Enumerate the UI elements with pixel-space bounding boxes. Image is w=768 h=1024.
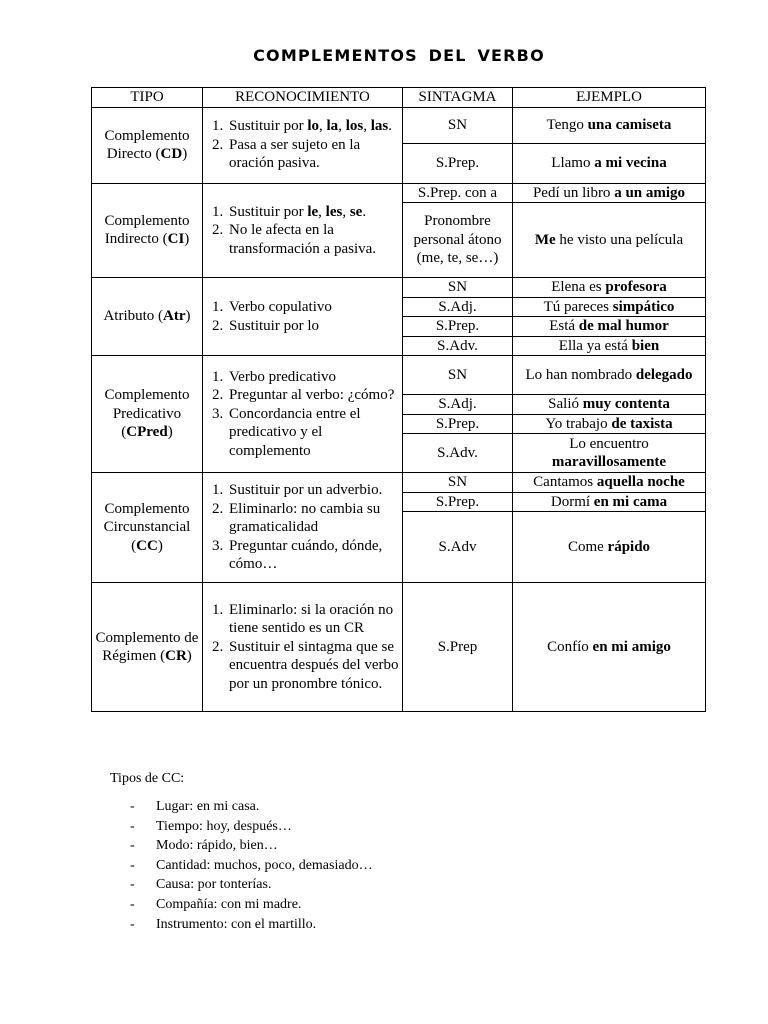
tipo-close: ) <box>157 537 163 554</box>
reconocimiento-list <box>205 368 400 461</box>
text-run: Lo encuentro <box>569 435 649 452</box>
text-run: Tengo <box>546 116 588 133</box>
tipo-cell <box>92 107 203 183</box>
tipo-abbreviation: Atr <box>163 308 186 325</box>
table-row <box>92 183 706 203</box>
list-item <box>227 537 400 574</box>
list-item <box>227 500 400 537</box>
text-run: No le afecta en la transformación a pasiva. <box>229 222 377 257</box>
list-item <box>227 386 400 405</box>
text-run: Pedí un libro <box>532 184 615 201</box>
tipo-cell <box>92 356 203 473</box>
tipo-cell <box>92 278 203 356</box>
list-item <box>227 601 400 638</box>
table-header-row <box>92 88 706 108</box>
reconocimiento-cell <box>203 107 403 183</box>
text-run: he visto una película <box>555 231 684 248</box>
bold-text: les <box>325 203 343 220</box>
table-row <box>92 107 706 143</box>
reconocimiento-cell <box>203 278 403 356</box>
text-run: Elena es <box>551 279 606 295</box>
sintagma-cell: S.Adv <box>403 512 513 583</box>
table-body <box>92 107 706 712</box>
cc-type-item <box>110 838 373 858</box>
text-run: Yo trabajo <box>545 415 612 432</box>
ejemplo-cell <box>513 395 706 415</box>
dash-bullet: - <box>130 896 135 912</box>
bold-text: se <box>349 203 363 220</box>
sintagma-cell: S.Prep. <box>403 317 513 337</box>
list-item <box>227 481 400 500</box>
tipo-cell <box>92 473 203 583</box>
text-run: Confío <box>547 638 593 655</box>
header-reconocimiento: RECONOCIMIENTO <box>203 88 403 108</box>
text-run: Verbo copulativo <box>229 299 332 315</box>
cc-type-text: Modo: rápido, bien… <box>156 838 278 854</box>
reconocimiento-cell <box>203 583 403 712</box>
table-row <box>92 473 706 493</box>
text-run: Pasa a ser sujeto en la oración pasiva. <box>229 136 361 172</box>
text-run: , <box>342 203 350 220</box>
bold-text: en mi amigo <box>592 638 671 655</box>
tipo-close: ) <box>184 231 190 248</box>
header-tipo: TIPO <box>92 88 203 108</box>
bold-text: una camiseta <box>587 116 672 133</box>
tipo-name: Complemento Predicativo ( <box>104 387 190 441</box>
text-run: Está <box>549 318 579 334</box>
text-run: , <box>338 118 346 135</box>
cc-type-text: Cantidad: muchos, poco, demasiado… <box>156 857 373 873</box>
text-run: Eliminarlo: no cambia su gramaticalidad <box>229 500 381 536</box>
cc-type-item <box>110 858 373 878</box>
bold-text: de taxista <box>611 415 673 432</box>
tipo-close: ) <box>185 308 191 325</box>
ejemplo-cell <box>513 434 706 473</box>
bold-text: en mi cama <box>593 493 668 510</box>
sintagma-cell: SN <box>403 356 513 395</box>
cc-type-text: Compañía: con mi madre. <box>156 896 302 912</box>
reconocimiento-list <box>205 481 400 574</box>
sintagma-cell: S.Prep. <box>403 143 513 183</box>
sintagma-cell: S.Prep <box>403 583 513 712</box>
bold-text: profesora <box>605 279 667 295</box>
text-run: Come <box>567 538 608 555</box>
sintagma-cell: S.Prep. con a <box>403 183 513 203</box>
bold-text: bien <box>631 337 660 354</box>
tipo-close: ) <box>167 424 173 441</box>
bold-text: le <box>307 203 319 220</box>
sintagma-cell: S.Adj. <box>403 395 513 415</box>
cc-type-item <box>110 897 373 917</box>
list-item <box>227 368 400 387</box>
list-item <box>227 221 400 258</box>
cc-types-section <box>110 771 373 936</box>
sintagma-cell: S.Prep. <box>403 414 513 434</box>
reconocimiento-list <box>205 117 400 173</box>
text-run: Preguntar al verbo: ¿cómo? <box>229 387 395 404</box>
bold-text: maravillosamente <box>551 454 667 470</box>
bold-text: los <box>345 118 364 135</box>
ejemplo-cell <box>513 143 706 183</box>
dash-bullet: - <box>130 916 135 932</box>
text-run: Cantamos <box>533 474 597 490</box>
ejemplo-cell <box>513 583 706 712</box>
cc-type-item <box>110 799 373 819</box>
ejemplo-cell <box>513 414 706 434</box>
ejemplo-cell <box>513 278 706 298</box>
text-run: Sustituir por lo <box>229 317 320 334</box>
text-run: Salió <box>548 396 583 412</box>
dash-bullet: - <box>130 838 135 854</box>
table-row <box>92 583 706 712</box>
sintagma-cell: S.Adj. <box>403 297 513 317</box>
bold-text: a un amigo <box>614 184 686 201</box>
text-run: Lo han nombrado <box>525 366 636 383</box>
cc-types-heading: Tipos de CC: <box>110 771 185 786</box>
ejemplo-cell <box>513 107 706 143</box>
bold-text: Me <box>534 231 556 248</box>
reconocimiento-cell <box>203 183 403 278</box>
bold-text: simpático <box>612 298 675 315</box>
cc-types-list <box>110 799 373 936</box>
list-item <box>227 117 400 136</box>
tipo-name: Complemento Circunstancial ( <box>103 500 191 554</box>
sintagma-cell: SN <box>403 278 513 298</box>
reconocimiento-list <box>205 203 400 259</box>
tipo-close: ) <box>186 648 192 664</box>
table-row <box>92 278 706 298</box>
text-run: Verbo predicativo <box>229 368 337 385</box>
reconocimiento-list <box>205 298 400 335</box>
ejemplo-cell <box>513 512 706 583</box>
ejemplo-cell <box>513 183 706 203</box>
reconocimiento-list <box>205 601 400 694</box>
bold-text: las <box>370 118 389 135</box>
list-item <box>227 298 400 317</box>
list-item <box>227 203 400 222</box>
text-run: Ella ya está <box>558 337 632 354</box>
text-run: . <box>388 118 392 135</box>
text-run: , <box>319 118 327 135</box>
cc-type-text: Lugar: en mi casa. <box>156 799 260 814</box>
text-run: Eliminarlo: si la oración no tiene sentido es un CR <box>229 601 394 637</box>
text-run: Sustituir por <box>229 118 308 135</box>
list-item <box>227 405 400 461</box>
bold-text: la <box>326 118 339 135</box>
dash-bullet: - <box>130 818 135 834</box>
tipo-name: Complemento de Régimen ( <box>95 629 199 664</box>
header-ejemplo: EJEMPLO <box>513 88 706 108</box>
bold-text: aquella noche <box>596 474 685 490</box>
reconocimiento-cell <box>203 356 403 473</box>
header-sintagma: SINTAGMA <box>403 88 513 108</box>
text-run: , <box>363 118 371 135</box>
text-run: Sustituir por <box>229 203 308 220</box>
complementos-table <box>91 87 706 712</box>
text-run: Tú pareces <box>543 298 613 315</box>
sintagma-cell: SN <box>403 473 513 493</box>
bold-text: a mi vecina <box>594 154 667 171</box>
ejemplo-cell <box>513 336 706 356</box>
bold-text: lo <box>307 118 320 135</box>
cc-type-text: Causa: por tonterías. <box>156 877 272 893</box>
tipo-abbreviation: CI <box>167 231 185 248</box>
tipo-abbreviation: CPred <box>126 424 168 441</box>
bold-text: rápido <box>607 538 651 555</box>
ejemplo-cell <box>513 203 706 278</box>
cc-type-item <box>110 877 373 897</box>
text-run: , <box>318 203 326 220</box>
ejemplo-cell <box>513 297 706 317</box>
text-run: . <box>362 203 367 220</box>
cc-type-item <box>110 819 373 839</box>
cc-type-item <box>110 917 373 937</box>
text-run: Llamo <box>551 154 595 171</box>
sintagma-cell: SN <box>403 107 513 143</box>
sintagma-cell: S.Adv. <box>403 434 513 473</box>
tipo-name: Complemento Indirecto ( <box>104 212 190 248</box>
text-run: Dormí <box>550 493 594 510</box>
tipo-name: Complemento Directo ( <box>104 127 190 162</box>
page-title: COMPLEMENTOS DEL VERBO <box>253 46 545 65</box>
tipo-abbreviation: CD <box>160 146 183 162</box>
dash-bullet: - <box>130 877 135 893</box>
sintagma-cell: S.Prep. <box>403 492 513 512</box>
tipo-abbreviation: CR <box>165 648 187 664</box>
ejemplo-cell <box>513 473 706 493</box>
ejemplo-cell <box>513 356 706 395</box>
text-run: Sustituir por un adverbio. <box>229 482 383 499</box>
tipo-name: Atributo ( <box>103 308 164 325</box>
text-run: Concordancia entre el predicativo y el complemento <box>229 405 361 459</box>
list-item <box>227 317 400 336</box>
dash-bullet: - <box>130 799 135 814</box>
bold-text: delegado <box>635 366 693 383</box>
tipo-close: ) <box>182 146 188 162</box>
table-row <box>92 356 706 395</box>
tipo-cell <box>92 583 203 712</box>
tipo-abbreviation: CC <box>136 537 158 554</box>
ejemplo-cell <box>513 492 706 512</box>
sintagma-cell: Pronombre personal átono (me, te, se…) <box>403 203 513 278</box>
ejemplo-cell <box>513 317 706 337</box>
text-run: Preguntar cuándo, dónde, cómo… <box>229 537 383 573</box>
bold-text: de mal humor <box>578 318 669 334</box>
cc-type-text: Tiempo: hoy, después… <box>156 818 292 834</box>
list-item <box>227 638 400 694</box>
tipo-cell <box>92 183 203 278</box>
text-run: Sustituir el sintagma que se encuentra después del verbo por un pronombre tónico. <box>229 638 399 692</box>
sintagma-cell: S.Adv. <box>403 336 513 356</box>
dash-bullet: - <box>130 857 135 873</box>
cc-type-text: Instrumento: con el martillo. <box>156 916 317 932</box>
bold-text: muy contenta <box>582 396 670 412</box>
list-item <box>227 136 400 173</box>
reconocimiento-cell <box>203 473 403 583</box>
